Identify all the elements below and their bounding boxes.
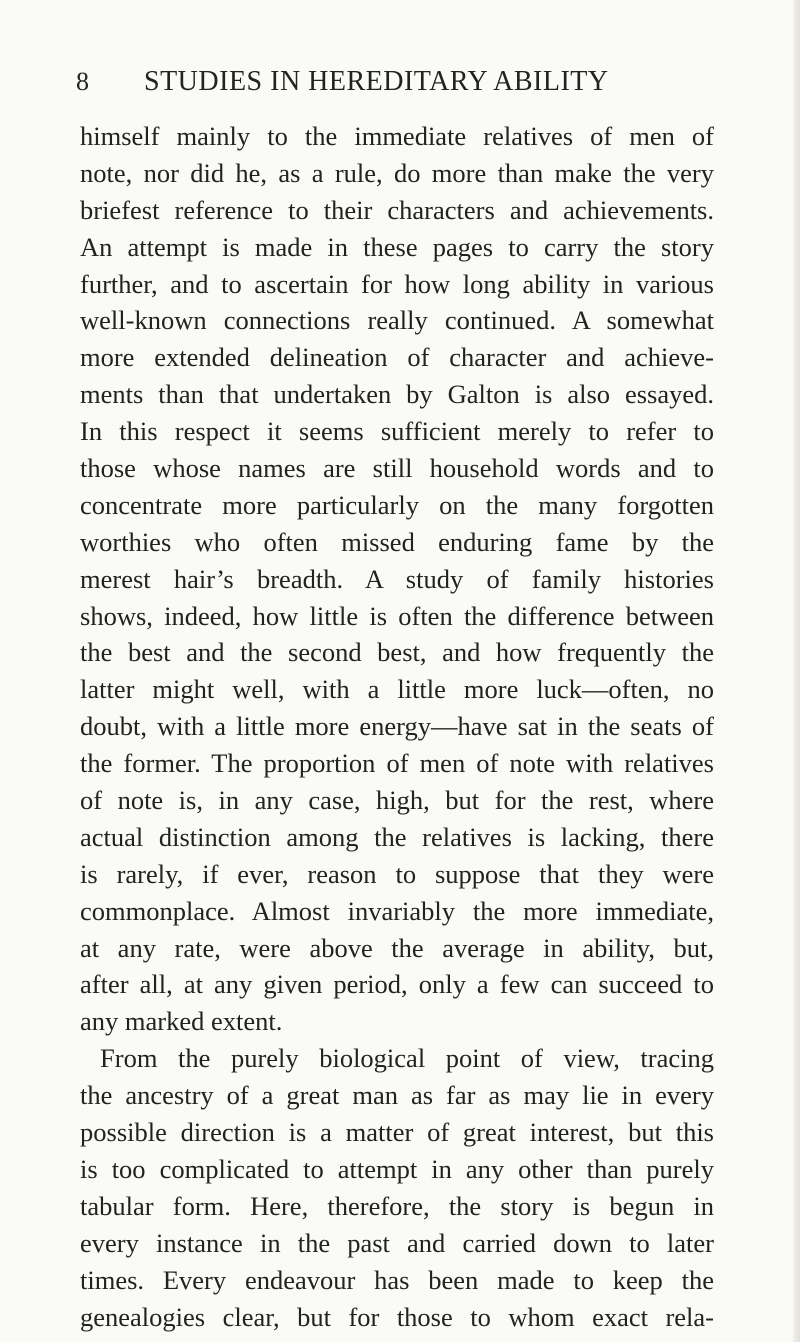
text-line: further, and to ascertain for how long ability in various bbox=[80, 268, 714, 299]
text-line: the best and the second best, and how frequently the bbox=[80, 637, 714, 668]
text-line: An attempt is made in these pages to carry the story bbox=[80, 231, 714, 262]
text-line: doubt, with a little more energy—have sat in the seats of bbox=[80, 711, 714, 742]
text-line: commonplace. Almost invariably the more immediate, bbox=[80, 895, 714, 926]
text-line: merest hair’s breadth. A study of family histories bbox=[80, 563, 714, 594]
text-line: those whose names are still household words and to bbox=[80, 453, 714, 484]
text-line: From the purely biological point of view, tracing bbox=[100, 1043, 714, 1074]
text-line: actual distinction among the relatives is lacking, there bbox=[80, 821, 714, 852]
running-head: STUDIES IN HEREDITARY ABILITY bbox=[144, 66, 609, 97]
text-line: tabular form. Here, therefore, the story is begun in bbox=[80, 1190, 714, 1221]
text-line: ments than that undertaken by Galton is also essayed. bbox=[80, 379, 714, 410]
body-text bbox=[80, 118, 714, 1335]
text-line: possible direction is a matter of great interest, but this bbox=[80, 1117, 714, 1148]
text-line: concentrate more particularly on the many forgotten bbox=[80, 489, 714, 520]
text-line: is rarely, if ever, reason to suppose that they were bbox=[80, 858, 714, 889]
page-number: 8 bbox=[76, 67, 90, 96]
page-edge-shadow bbox=[793, 0, 800, 1342]
text-line: In this respect it seems sufficient merely to refer to bbox=[80, 416, 714, 447]
text-line: worthies who often missed enduring fame by the bbox=[80, 526, 714, 557]
text-line: shows, indeed, how little is often the difference between bbox=[80, 600, 714, 631]
text-line: any marked extent. bbox=[80, 1006, 283, 1037]
text-line: latter might well, with a little more luck—often, no bbox=[80, 674, 714, 705]
text-line: note, nor did he, as a rule, do more than make the very bbox=[80, 157, 714, 188]
text-line: genealogies clear, but for those to whom exact rela- bbox=[80, 1301, 714, 1332]
text-line: of note is, in any case, high, but for the rest, where bbox=[80, 785, 714, 816]
text-line: himself mainly to the immediate relatives of men of bbox=[80, 121, 714, 151]
text-line: is too complicated to attempt in any other than purely bbox=[80, 1153, 714, 1184]
page-header bbox=[76, 62, 716, 102]
text-line: more extended delineation of character and achieve- bbox=[80, 342, 714, 373]
text-line: the former. The proportion of men of note with relatives bbox=[80, 748, 714, 779]
text-line: after all, at any given period, only a few can succeed to bbox=[80, 969, 714, 1000]
text-line: times. Every endeavour has been made to keep the bbox=[80, 1264, 714, 1295]
text-line: at any rate, were above the average in ability, but, bbox=[80, 932, 714, 963]
text-line: the ancestry of a great man as far as may lie in every bbox=[80, 1080, 714, 1111]
text-line: briefest reference to their characters and achievements. bbox=[80, 194, 714, 225]
text-line: well-known connections really continued. A somewhat bbox=[80, 305, 714, 336]
text-line: every instance in the past and carried down to later bbox=[80, 1227, 714, 1258]
